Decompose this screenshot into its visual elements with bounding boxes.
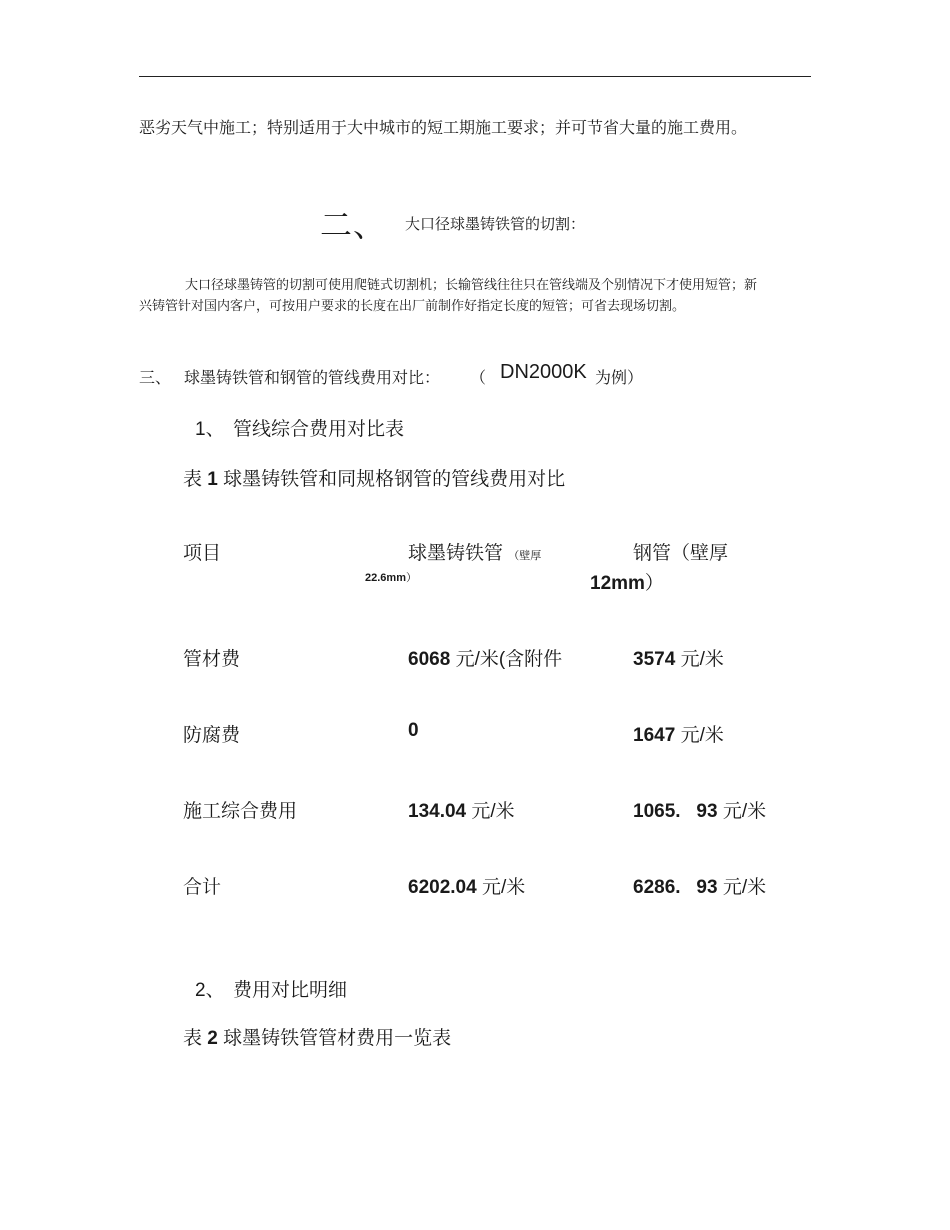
header-col2-main: 钢管（壁厚	[633, 543, 729, 564]
paragraph-cutting	[139, 275, 759, 317]
header-col1-main: 球墨铸铁管	[408, 543, 504, 564]
cell-number: 6068	[408, 649, 451, 670]
table-row-label: 合计	[183, 877, 222, 898]
cell-number: 1647	[633, 725, 676, 746]
caption-number: 2	[207, 1028, 218, 1049]
table-2-caption	[183, 1023, 451, 1050]
cell-unit: 元/米	[471, 801, 515, 822]
cell-number: 6202.04	[408, 877, 477, 898]
header-col1-wall-value: 22.6mm	[365, 572, 406, 584]
header-col1-close: ）	[405, 571, 417, 584]
cell-unit: 元/米	[722, 801, 767, 822]
header-col1-wall	[365, 566, 417, 585]
table-cell-ductile	[408, 872, 525, 899]
cell-number-decimal: 93	[696, 877, 718, 898]
header-col2-wall	[590, 568, 664, 595]
cell-number: 6286.	[633, 877, 681, 898]
table-cell-ductile	[408, 796, 515, 823]
section-3-number: 三、	[139, 368, 172, 387]
cell-number-decimal: 93	[696, 801, 718, 822]
sub-2-title: 费用对比明细	[233, 980, 348, 1001]
table-row-label: 管材费	[183, 649, 241, 670]
cell-unit: 元/米	[680, 725, 724, 746]
caption-number: 1	[207, 469, 218, 490]
cell-number: 134.04	[408, 801, 467, 822]
cell-unit: 元/米	[722, 877, 767, 898]
section-2-title: 大口径球墨铸铁管的切割：	[405, 215, 586, 233]
header-rule	[139, 76, 811, 77]
caption-prefix: 表	[183, 469, 203, 490]
table-cell-ductile	[408, 644, 562, 671]
caption-prefix: 表	[183, 1028, 203, 1049]
sub-1-number: 1、	[195, 419, 225, 440]
header-col2-close: ）	[644, 573, 664, 594]
section-3-paren: （	[470, 368, 487, 387]
sub-1-title: 管线综合费用对比表	[233, 419, 405, 440]
caption-text: 球墨铸铁管和同规格钢管的管线费用对比	[223, 469, 566, 490]
section-3-example: DN2000K	[500, 361, 587, 383]
header-col1-note: （壁厚	[508, 550, 542, 562]
table-cell-ductile	[408, 720, 419, 742]
header-col2-wall-value: 12mm	[590, 573, 645, 594]
table-row-label: 施工综合费用	[183, 801, 298, 822]
table-cell-steel	[633, 644, 724, 671]
cell-number: 0	[408, 720, 419, 741]
sub-2-number: 2、	[195, 980, 225, 1001]
header-col1	[408, 538, 541, 565]
table-1-caption	[183, 464, 565, 491]
paragraph-cutting-text: 大口径球墨铸管的切割可使用爬链式切割机；长输管线往往只在管线端及个别情况下才使用短管；新兴铸管针对国内客户，可按用户要求的长度在出厂前制作好指定长度的短管；可省去现场切割。	[139, 278, 758, 314]
table-cell-steel	[633, 872, 766, 899]
cell-number: 3574	[633, 649, 676, 670]
section-2-number: 二、	[320, 206, 387, 244]
section-3-example-suffix: 为例）	[595, 368, 644, 387]
cell-unit: 元/米(含附件	[455, 649, 563, 670]
paragraph-continued: 恶劣天气中施工；特别适用于大中城市的短工期施工要求；并可节省大量的施工费用。	[139, 118, 748, 137]
cell-number: 1065.	[633, 801, 681, 822]
section-3-title: 球墨铸铁管和钢管的管线费用对比：	[184, 368, 441, 387]
header-item: 项目	[183, 543, 222, 564]
table-cell-steel	[633, 720, 724, 747]
table-row-label: 防腐费	[183, 725, 241, 746]
table-cell-steel	[633, 796, 766, 823]
cell-unit: 元/米	[481, 877, 526, 898]
cell-unit: 元/米	[680, 649, 724, 670]
caption-text: 球墨铸铁管管材费用一览表	[223, 1028, 452, 1049]
